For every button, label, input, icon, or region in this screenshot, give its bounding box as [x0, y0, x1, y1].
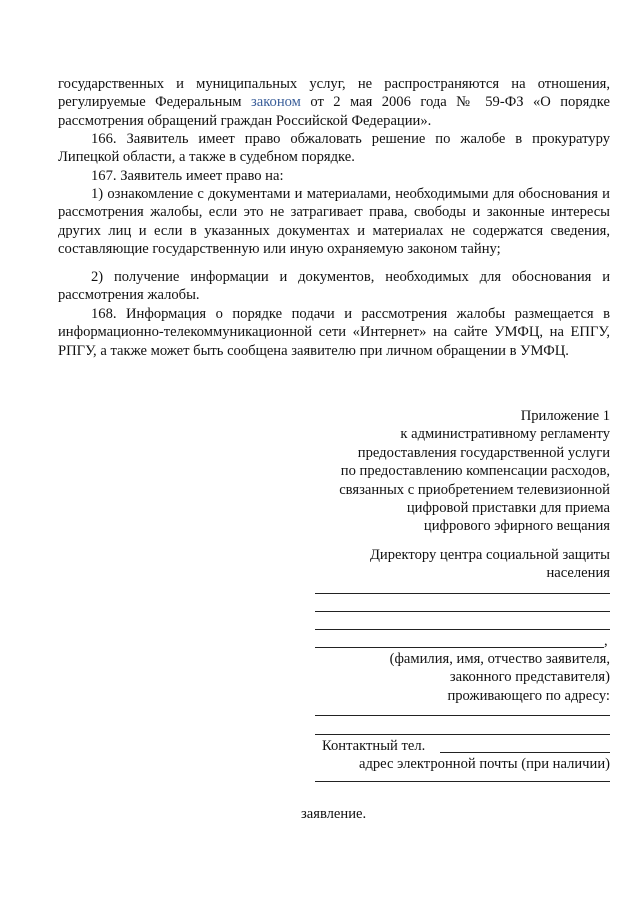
fio-caption: [290, 650, 610, 705]
fio-caption-line-1: (фамилия, имя, отчество заявителя,: [389, 651, 610, 667]
appendix-line-4: по предоставлению компенсации расходов,: [340, 463, 610, 480]
email-label: адрес электронной почты (при наличии): [358, 756, 610, 772]
appendix-line-3: предоставления государственной услуги: [357, 444, 610, 461]
appendix-line-6: цифровой приставки для приема: [406, 500, 610, 517]
paragraph-167: 167. Заявитель имеет право на:: [91, 168, 284, 184]
fill-line-3[interactable]: [315, 629, 610, 630]
paragraph-intro: [58, 75, 610, 130]
addressee-line-2: населения: [546, 565, 610, 582]
phone-label: Контактный тел.: [322, 738, 426, 754]
address-line-1[interactable]: [315, 715, 610, 716]
appendix-line-2: к административному регламенту: [400, 426, 610, 443]
paragraph-166: 166. Заявитель имеет право обжаловать решение по жалобе в прокуратуру Липецкой области, а также в судебном порядке.: [58, 131, 610, 166]
fill-line-4[interactable]: [315, 647, 604, 648]
paragraph-167-item-2: 2) получение информации и документов, необходимых для обоснования и рассмотрения жалобы.: [58, 269, 610, 304]
appendix-line-5: связанных с приобретением телевизионной: [339, 481, 610, 498]
phone-line[interactable]: [440, 752, 610, 753]
address-line-2[interactable]: [315, 734, 610, 735]
paragraph-intro-text-a: государственных и муниципальных услуг, не распространяются на отношения, регулируемые Федеральным: [58, 76, 610, 111]
addressee-line-1: Директору центра социальной защиты: [369, 547, 610, 563]
appendix-header: [290, 407, 610, 536]
fill-line-2[interactable]: [315, 611, 610, 612]
appendix-title: Приложение 1: [520, 408, 610, 424]
paragraph-167-item-1: 1) ознакомление с документами и материалами, необходимыми для обоснования и рассмотрения жалобы, если это не затрагивает права, свободы и законные интересы других лиц и если в указанных документах и материалах не содержатся сведения, составляющие государственную или иную охраняемую законом тайну;: [58, 186, 610, 258]
paragraph-intro-text-b: от 2 мая 2006 года № 59-ФЗ «О порядке рассмотрения обращений граждан Российской Федерации».: [58, 94, 610, 129]
law-link[interactable]: законом: [250, 94, 301, 111]
paragraph-168: 168. Информация о порядке подачи и рассмотрения жалобы размещается в информационно-телекоммуникационной сети «Интернет» на сайте УМФЦ, на ЕПГУ, РПГУ, а также может быть сообщена заявителю при личном обращении в УМФЦ.: [58, 306, 610, 359]
address-label: проживающего по адресу:: [447, 687, 610, 704]
email-line[interactable]: [315, 781, 610, 782]
statement-title: заявление.: [301, 806, 367, 822]
fill-line-1[interactable]: [315, 593, 610, 594]
fio-caption-line-2: законного представителя): [449, 669, 610, 686]
fill-line-comma: ,: [604, 633, 608, 649]
appendix-line-7: цифрового эфирного вещания: [423, 518, 610, 535]
addressee-block: [290, 546, 610, 583]
